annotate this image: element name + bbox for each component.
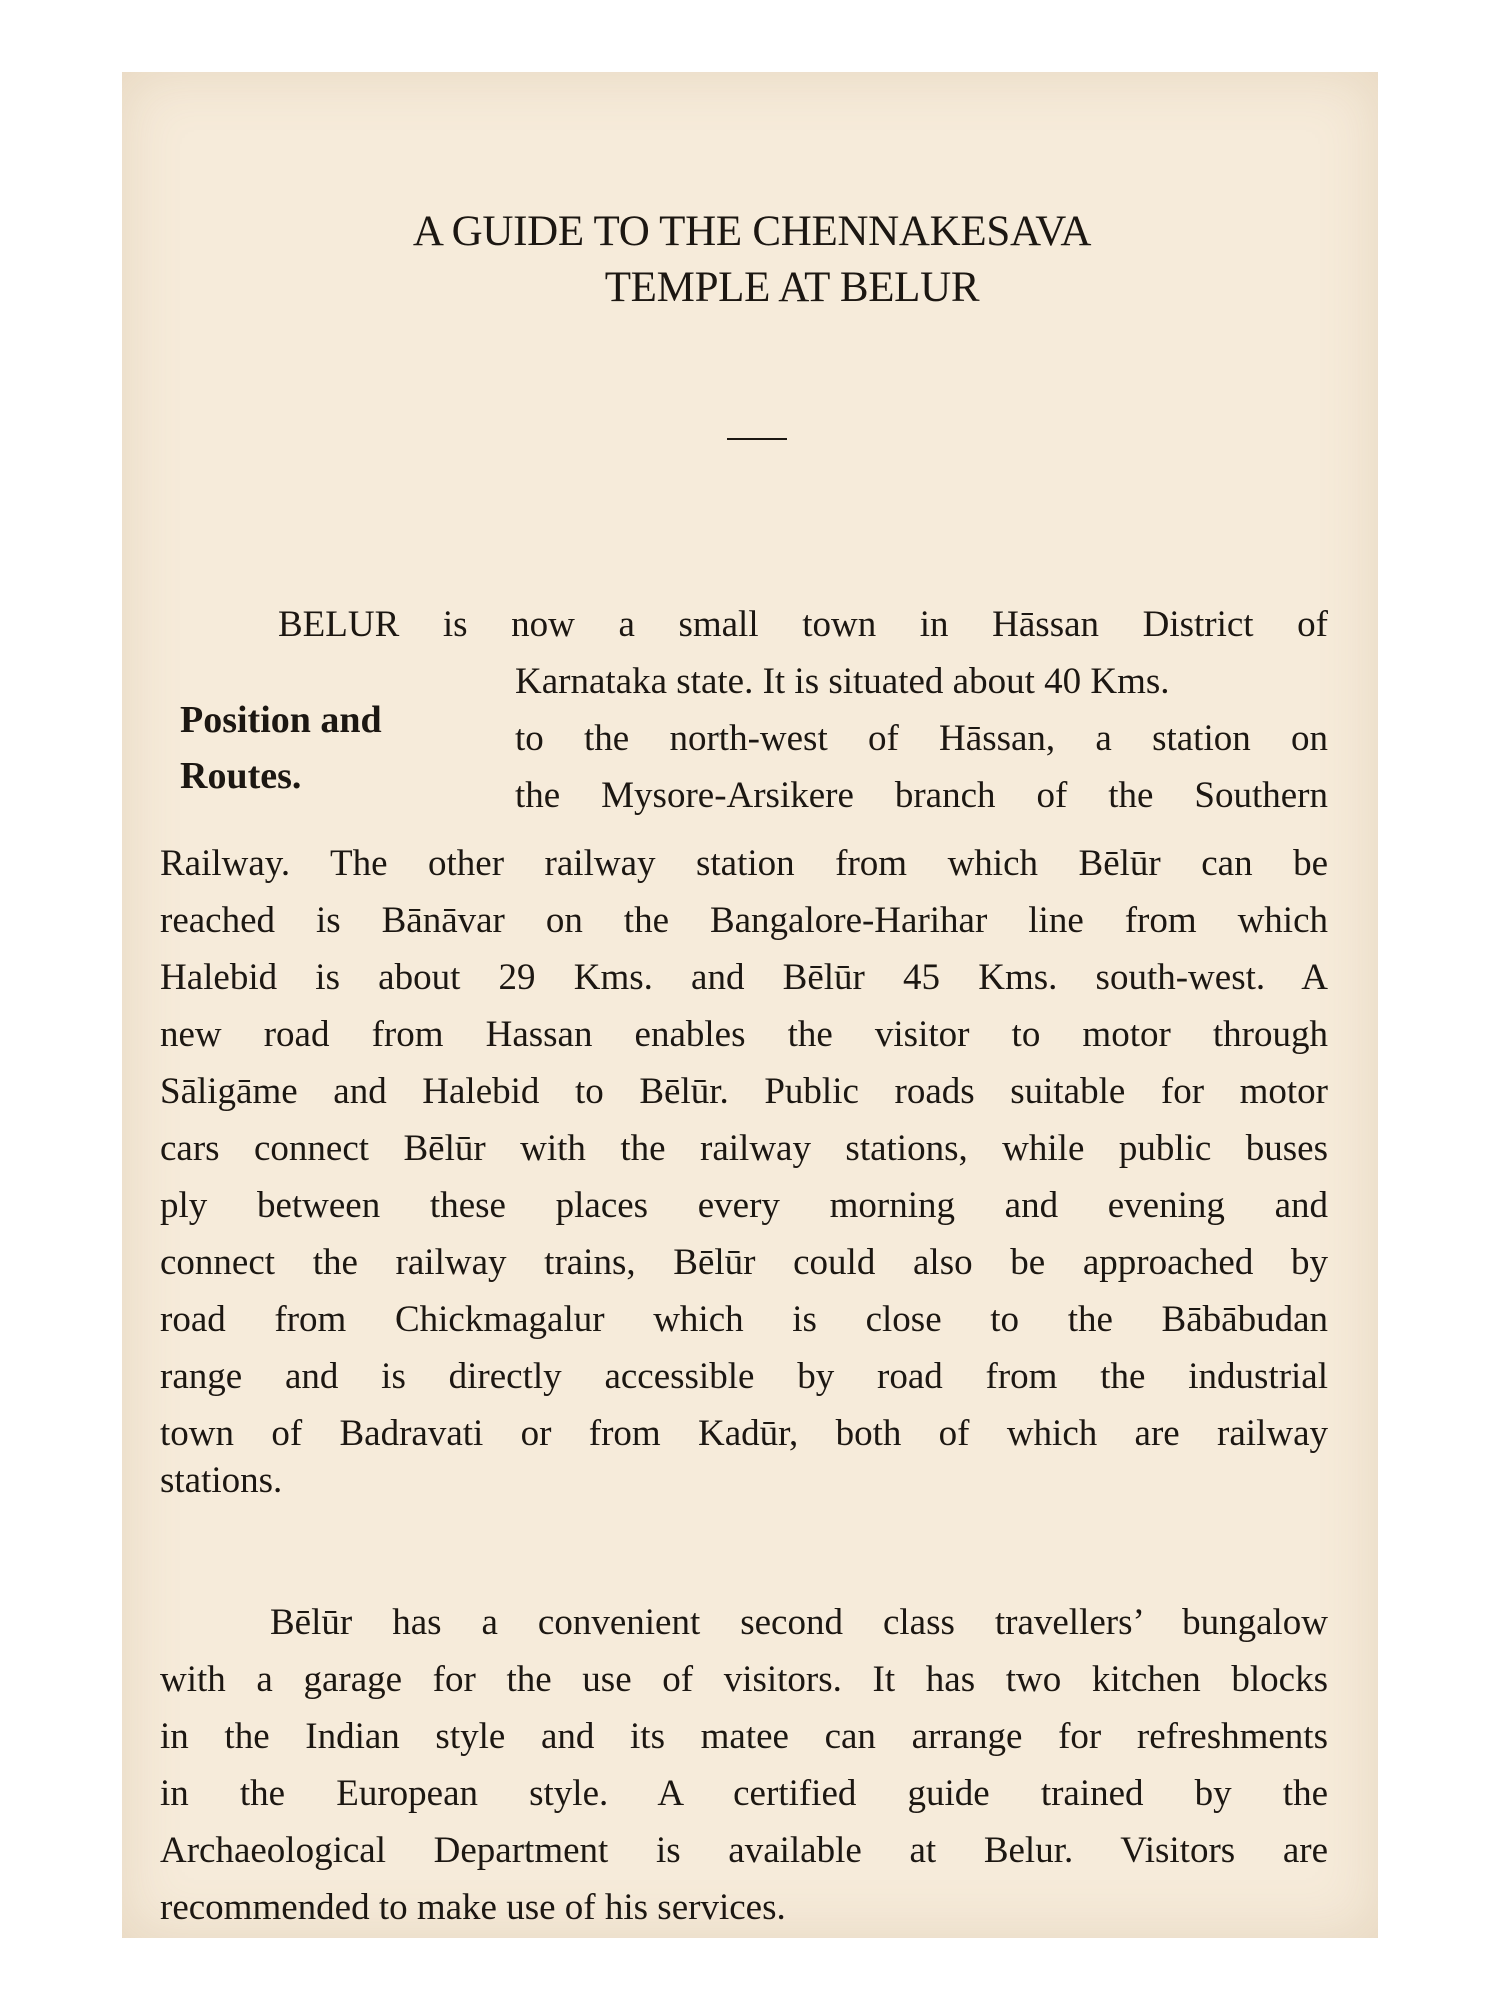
paragraph-line: new road from Hassan enables the visitor to motor through <box>160 1014 1328 1055</box>
paragraph-line: cars connect Bēlūr with the railway stations, while public buses <box>160 1128 1328 1169</box>
title-divider <box>727 438 787 440</box>
paragraph-line: ply between these places every morning and evening and <box>160 1185 1328 1226</box>
paragraph-line: Bēlūr has a convenient second class travellers’ bungalow <box>270 1602 1328 1643</box>
paragraph-line: the Mysore-Arsikere branch of the Southern <box>515 775 1328 816</box>
paragraph-1-opening <box>160 596 1328 653</box>
page-title <box>232 204 1272 316</box>
document-page <box>122 72 1378 1938</box>
title-line-2: TEMPLE AT BELUR <box>604 264 980 311</box>
side-heading-line-1: Position and <box>180 699 382 741</box>
paragraph-1-body <box>160 835 1328 1509</box>
title-line-1: A GUIDE TO THE CHENNAKESAVA <box>412 208 1092 255</box>
paragraph-line: BELUR is now a small town in Hāssan District of <box>278 604 1328 645</box>
paragraph-2 <box>160 1594 1328 1936</box>
paragraph-line: Archaeological Department is available at Belur. Visitors are <box>160 1830 1328 1871</box>
paragraph-line: in the Indian style and its matee can arrange for refreshments <box>160 1716 1328 1757</box>
paragraph-line: Sāligāme and Halebid to Bēlūr. Public roads suitable for motor <box>160 1071 1328 1112</box>
paragraph-line: Halebid is about 29 Kms. and Bēlūr 45 Kms. south-west. A <box>160 957 1328 998</box>
paragraph-line: Karnataka state. It is situated about 40 Kms. <box>515 661 1170 702</box>
paragraph-line: with a garage for the use of visitors. It has two kitchen blocks <box>160 1659 1328 1700</box>
paragraph-line: recommended to make use of his services. <box>160 1887 786 1928</box>
paragraph-line: in the European style. A certified guide trained by the <box>160 1773 1328 1814</box>
paragraph-line: Railway. The other railway station from which Bēlūr can be <box>160 843 1328 884</box>
paragraph-line: to the north-west of Hāssan, a station on <box>515 718 1328 759</box>
paragraph-line: reached is Bānāvar on the Bangalore-Harihar line from which <box>160 900 1328 941</box>
paragraph-line: town of Badravati or from Kadūr, both of which are railway <box>160 1413 1328 1454</box>
paragraph-1-column <box>515 653 1328 824</box>
paragraph-line: stations. <box>160 1460 283 1501</box>
side-heading <box>180 692 480 804</box>
paragraph-line: range and is directly accessible by road from the industrial <box>160 1356 1328 1397</box>
side-heading-line-2: Routes. <box>180 755 302 797</box>
paragraph-line: connect the railway trains, Bēlūr could also be approached by <box>160 1242 1328 1283</box>
paragraph-line: road from Chickmagalur which is close to the Bābābudan <box>160 1299 1328 1340</box>
